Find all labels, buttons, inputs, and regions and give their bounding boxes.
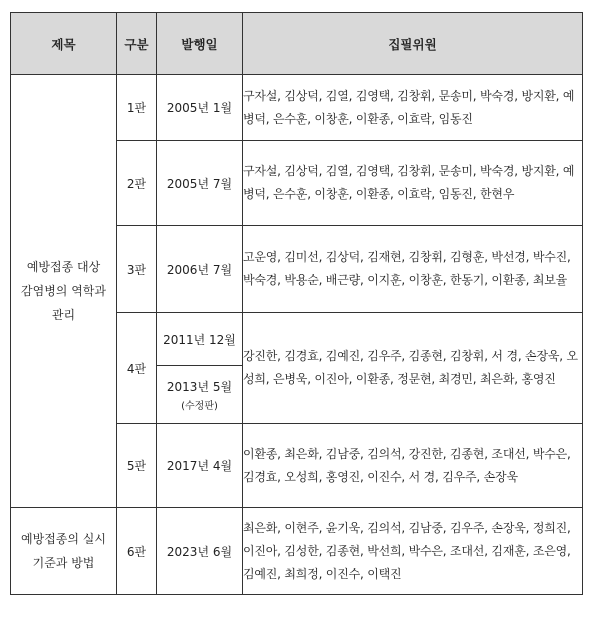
group-title-2-line-1: 예방접종의 실시 [21, 532, 106, 546]
group-title-1 [11, 75, 117, 508]
edition-row-6 [11, 508, 583, 595]
edition-authors: 고운영, 김미선, 김상덕, 김재현, 김창휘, 김형훈, 박선경, 박수진, 박숙경, 박용순, 배근량, 이지훈, 이창훈, 한동기, 이환종, 최보율 [243, 226, 583, 313]
header-title: 제목 [11, 13, 117, 75]
edition-date: 2017년 4월 [157, 424, 243, 508]
edition-history-table [10, 12, 583, 595]
header-date: 발행일 [157, 13, 243, 75]
header-division: 구분 [117, 13, 157, 75]
edition-authors: 이환종, 최은화, 김남중, 김의석, 강진한, 김종현, 조대선, 박수은, 김경효, 오성희, 홍영진, 이진수, 서 경, 김우주, 손장욱 [243, 424, 583, 508]
edition-authors: 구자설, 김상덕, 김열, 김영택, 김창휘, 문송미, 박숙경, 방지환, 예병덕, 은수훈, 이창훈, 이환종, 이효락, 임동진 [243, 75, 583, 141]
edition-date-2-note: (수정판) [181, 400, 218, 412]
edition-label: 4판 [117, 313, 157, 424]
edition-label: 1판 [117, 75, 157, 141]
edition-label: 5판 [117, 424, 157, 508]
edition-date: 2005년 1월 [157, 75, 243, 141]
edition-date-revised [157, 366, 243, 424]
group-title-1-line-2: 감염병의 역학과 [21, 284, 106, 298]
group-title-2 [11, 508, 117, 595]
group-title-1-line-3: 관리 [51, 308, 76, 322]
edition-authors: 구자설, 김상덕, 김열, 김영택, 김창휘, 문송미, 박숙경, 방지환, 예병덕, 은수훈, 이창훈, 이환종, 이효락, 임동진, 한현우 [243, 141, 583, 226]
edition-label: 6판 [117, 508, 157, 595]
edition-date: 2023년 6월 [157, 508, 243, 595]
group-title-2-line-2: 기준과 방법 [32, 556, 95, 570]
edition-date-2: 2013년 5월 [166, 379, 233, 394]
header-authors: 집필위원 [243, 13, 583, 75]
group-title-1-line-1: 예방접종 대상 [26, 260, 101, 274]
header-row [11, 13, 583, 75]
edition-row-1 [11, 75, 583, 141]
edition-label: 2판 [117, 141, 157, 226]
edition-date: 2005년 7월 [157, 141, 243, 226]
edition-date: 2006년 7월 [157, 226, 243, 313]
edition-authors: 강진한, 김경효, 김예진, 김우주, 김종현, 김창휘, 서 경, 손장욱, 오성희, 은병욱, 이진아, 이환종, 정문현, 최경민, 최은화, 홍영진 [243, 313, 583, 424]
edition-date: 2011년 12월 [157, 313, 243, 366]
edition-authors: 최은화, 이현주, 윤기욱, 김의석, 김남중, 김우주, 손장욱, 정희진, 이진아, 김성한, 김종현, 박선희, 박수은, 조대선, 김재훈, 조은영, 김예진, 최희정, 이진수, 이택진 [243, 508, 583, 595]
edition-label: 3판 [117, 226, 157, 313]
